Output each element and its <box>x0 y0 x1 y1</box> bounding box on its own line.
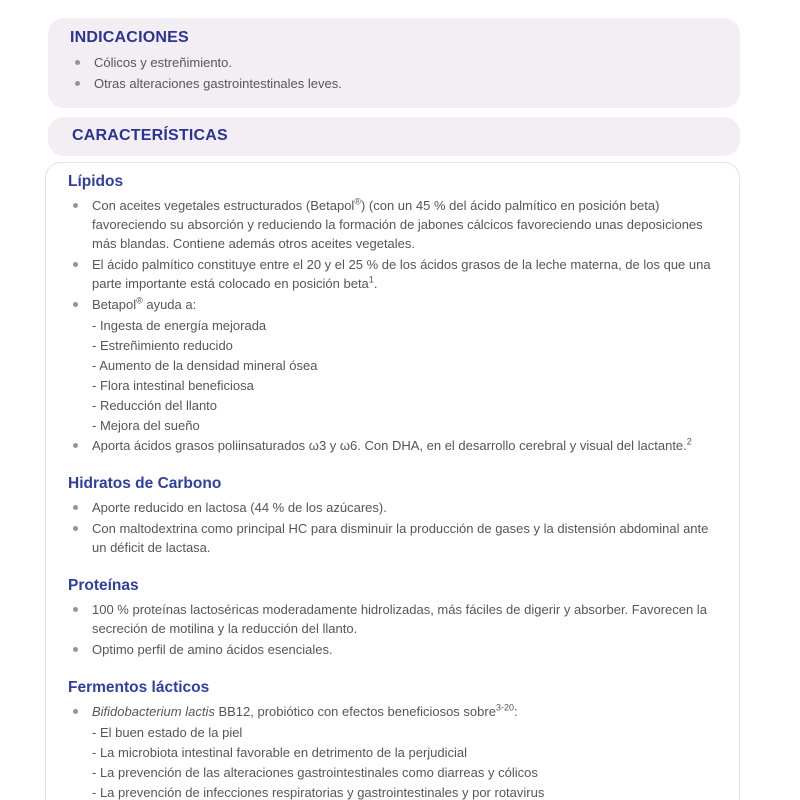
item-text: Cólicos y estreñimiento. <box>94 55 232 70</box>
section-title: Fermentos lácticos <box>68 679 210 696</box>
section-title: Lípidos <box>68 173 124 190</box>
dash-item <box>68 376 713 395</box>
bullet-item <box>68 196 713 253</box>
dash-item <box>68 316 713 335</box>
item-text: El ácido palmítico constituye entre el 20 y el 25 % de los ácidos grasos de la leche materna, de los que una parte importante está colocado en posición beta$^1$. <box>92 257 711 291</box>
bullet-icon <box>73 607 78 612</box>
item-text: 100 % proteínas lactoséricas moderadamente hidrolizadas, más fáciles de digerir y absorber. Favorecen la secreción de motilina y la reducción del llanto. <box>92 602 707 636</box>
bullet-item <box>70 53 718 72</box>
item-text: - La microbiota intestinal favorable en detrimento de la perjudicial <box>92 745 468 760</box>
dash-item <box>68 336 713 355</box>
indicaciones-title: INDICACIONES <box>70 29 189 46</box>
bullet-icon <box>73 647 78 652</box>
bullet-icon <box>75 81 80 86</box>
item-text: - Aumento de la densidad mineral ósea <box>92 358 318 373</box>
item-text: Otras alteraciones gastrointestinales leves. <box>94 76 342 91</box>
item-text: Con maltodextrina como principal HC para disminuir la producción de gases y la distensión abdominal ante un déficit de lactasa. <box>92 521 709 555</box>
item-text: - Reducción del llanto <box>92 398 218 413</box>
dash-item <box>68 763 713 782</box>
bullet-icon <box>73 262 78 267</box>
bullet-item <box>68 295 713 314</box>
bullet-item <box>68 498 713 517</box>
bullet-item <box>68 255 713 293</box>
section-lipidos <box>68 173 713 455</box>
caracteristicas-title: CARACTERÍSTICAS <box>72 127 228 144</box>
bullet-item <box>70 74 718 93</box>
section-proteinas <box>68 577 713 659</box>
caracteristicas-content <box>45 162 740 800</box>
bullet-icon <box>75 60 80 65</box>
bullet-icon <box>73 526 78 531</box>
item-text: Con aceites vegetales estructurados (Betapol®) (con un 45 % del ácido palmítico en posición beta) favoreciendo su absorción y reduciendo la formación de jabones cálcicos favoreciendo unas deposiciones más blandas. Contiene además otros aceites vegetales. <box>92 196 703 251</box>
item-text: - Ingesta de energía mejorada <box>92 318 267 333</box>
dash-item <box>68 783 713 800</box>
item-text: Optimo perfil de amino ácidos esenciales. <box>92 642 333 657</box>
dash-item <box>68 356 713 375</box>
section-fermentos-lacticos <box>68 679 713 800</box>
indicaciones-list <box>70 53 718 93</box>
item-text: Bifidobacterium lactis BB12, probiótico con efectos beneficiosos sobre$^{3-20}$: <box>92 702 518 719</box>
item-text: - Mejora del sueño <box>92 418 200 433</box>
bullet-item <box>68 519 713 557</box>
bullet-icon <box>73 302 78 307</box>
bullet-item <box>68 600 713 638</box>
dash-item <box>68 396 713 415</box>
item-text: - El buen estado de la piel <box>92 725 243 740</box>
section-title: Proteínas <box>68 577 139 594</box>
item-text: - La prevención de las alteraciones gastrointestinales como diarreas y cólicos <box>92 765 538 780</box>
caracteristicas-header-box <box>48 117 740 156</box>
dash-item <box>68 416 713 435</box>
item-text: - Estreñimiento reducido <box>92 338 233 353</box>
bullet-item <box>68 640 713 659</box>
bullet-item <box>68 702 713 721</box>
bullet-icon <box>73 203 78 208</box>
bullet-icon <box>73 709 78 714</box>
bullet-icon <box>73 443 78 448</box>
item-text: - Flora intestinal beneficiosa <box>92 378 254 393</box>
item-text: Aporte reducido en lactosa (44 % de los azúcares). <box>92 500 387 515</box>
item-text: Betapol® ayuda a: <box>92 295 197 312</box>
bullet-icon <box>73 505 78 510</box>
indicaciones-box <box>48 18 740 108</box>
item-text: Aporta ácidos grasos poliinsaturados ω3 y ω6. Con DHA, en el desarrollo cerebral y visual del lactante.$^2$ <box>92 436 692 453</box>
dash-item <box>68 723 713 742</box>
section-title: Hidratos de Carbono <box>68 475 222 492</box>
item-text: - La prevención de infecciones respiratorias y gastrointestinales y por rotavirus <box>92 785 545 800</box>
section-hidratos-de-carbono <box>68 475 713 557</box>
bullet-item <box>68 436 713 455</box>
dash-item <box>68 743 713 762</box>
